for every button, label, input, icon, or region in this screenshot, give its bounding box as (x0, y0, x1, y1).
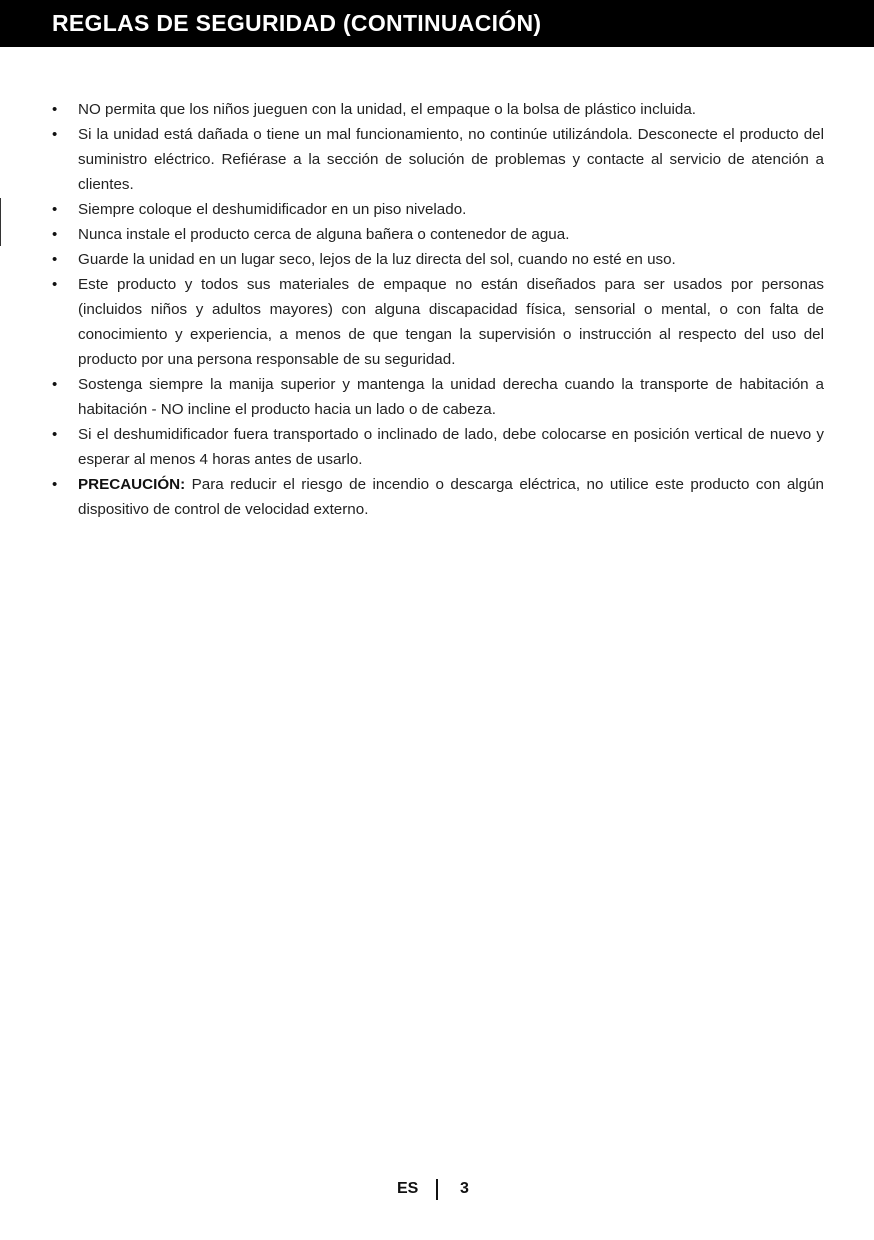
safety-rule-text: Para reducir el riesgo de incendio o descarga eléctrica, no utilice este producto con algún dispositivo de control de velocidad externo. (78, 476, 824, 518)
bullet-icon: • (52, 426, 58, 443)
safety-rule-text: Guarde la unidad en un lugar seco, lejos de la luz directa del sol, cuando no esté en uso. (78, 251, 676, 268)
caution-label: PRECAUCIÓN: (78, 476, 186, 493)
safety-rule-item (52, 197, 824, 222)
bullet-icon: • (52, 201, 58, 218)
safety-rules-list (52, 97, 824, 522)
bullet-icon: • (52, 226, 58, 243)
safety-rule-text: NO permita que los niños jueguen con la unidad, el empaque o la bolsa de plástico incluida. (78, 101, 697, 118)
footer-divider (436, 1179, 438, 1200)
header-bar (0, 0, 874, 47)
safety-rule-item (52, 372, 824, 422)
page-footer (0, 1178, 874, 1202)
bullet-icon: • (52, 251, 58, 268)
safety-rule-text: Si la unidad está dañada o tiene un mal funcionamiento, no continúe utilizándola. Desconecte el producto del suministro eléctrico. Refiérase a la sección de solución de problemas y contacte al servicio de atención a clientes. (78, 126, 824, 193)
safety-rule-item (52, 247, 824, 272)
page-number: 3 (460, 1180, 469, 1197)
safety-rule-item (52, 422, 824, 472)
margin-mark (0, 198, 1, 246)
safety-rule-text: Sostenga siempre la manija superior y mantenga la unidad derecha cuando la transporte de habitación a habitación - NO incline el producto hacia un lado o de cabeza. (78, 376, 824, 418)
page-title: REGLAS DE SEGURIDAD (CONTINUACIÓN) (52, 10, 542, 36)
safety-rule-text: Si el deshumidificador fuera transportado o inclinado de lado, debe colocarse en posición vertical de nuevo y esperar al menos 4 horas antes de usarlo. (78, 426, 824, 468)
bullet-icon: • (52, 126, 58, 143)
bullet-icon: • (52, 376, 58, 393)
safety-rule-text: Siempre coloque el deshumidificador en un piso nivelado. (78, 201, 467, 218)
bullet-icon: • (52, 276, 58, 293)
safety-rule-item (52, 97, 824, 122)
safety-rule-item (52, 272, 824, 372)
caution-rule-item (52, 472, 824, 522)
bullet-icon: • (52, 476, 58, 493)
safety-rule-item (52, 222, 824, 247)
safety-rule-text: Nunca instale el producto cerca de alguna bañera o contenedor de agua. (78, 226, 570, 243)
bullet-icon: • (52, 101, 58, 118)
language-code: ES (397, 1180, 419, 1197)
safety-rule-text: Este producto y todos sus materiales de empaque no están diseñados para ser usados por personas (incluidos niños y adultos mayores) con alguna discapacidad física, sensorial o mental, o con falta de conocimiento y experiencia, a menos de que tengan la supervisión o instrucción al respecto del uso del producto por una persona responsable de su seguridad. (78, 276, 824, 368)
safety-rule-item (52, 122, 824, 197)
